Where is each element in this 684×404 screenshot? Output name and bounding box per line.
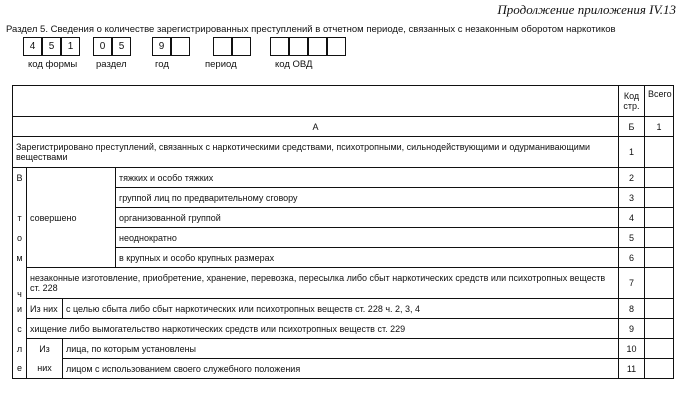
period-box[interactable] bbox=[213, 37, 232, 56]
form-code-label: код формы bbox=[28, 59, 78, 70]
total-cell[interactable] bbox=[645, 188, 674, 208]
row-code: 10 bbox=[619, 339, 645, 359]
row-code: 7 bbox=[619, 268, 645, 299]
section-box[interactable]: 5 bbox=[112, 37, 131, 56]
year-label: год bbox=[155, 59, 169, 70]
table-row bbox=[13, 319, 674, 339]
table-row bbox=[13, 137, 674, 168]
row-code: 4 bbox=[619, 208, 645, 228]
row-code: 2 bbox=[619, 168, 645, 188]
ovd-code-box[interactable] bbox=[308, 37, 327, 56]
row-code: 9 bbox=[619, 319, 645, 339]
vertical-letter: т bbox=[13, 208, 27, 228]
subheader-1: 1 bbox=[645, 117, 674, 137]
section-label: раздел bbox=[96, 59, 127, 70]
ovd-code-label: код ОВД bbox=[275, 59, 313, 70]
row-text: организованной группой bbox=[116, 208, 619, 228]
table-header-row bbox=[13, 86, 674, 117]
total-cell[interactable] bbox=[645, 339, 674, 359]
total-cell[interactable] bbox=[645, 228, 674, 248]
vertical-letter: е bbox=[13, 359, 27, 379]
row-code: 5 bbox=[619, 228, 645, 248]
vertical-letter: м bbox=[13, 248, 27, 268]
row-code: 3 bbox=[619, 188, 645, 208]
row-code: 11 bbox=[619, 359, 645, 379]
table-row bbox=[13, 299, 674, 319]
row-text: хищение либо вымогательство наркотических средств или психотропных веществ ст. 229 bbox=[27, 319, 619, 339]
appendix-label: Продолжение приложения IV.13 bbox=[497, 2, 676, 17]
period-label: период bbox=[205, 59, 237, 70]
ovd-code-box[interactable] bbox=[270, 37, 289, 56]
total-cell[interactable] bbox=[645, 268, 674, 299]
iz-nikh-label: Из них bbox=[27, 299, 63, 319]
committed-label: совершено bbox=[27, 168, 116, 268]
row-text: незаконные изготовление, приобретение, хранение, перевозка, пересылка либо сбыт наркотических средств или психотропных веществ ст. 228 bbox=[27, 268, 619, 299]
table-row bbox=[13, 359, 674, 379]
row-code: 8 bbox=[619, 299, 645, 319]
year-box[interactable] bbox=[171, 37, 190, 56]
subheader-b: Б bbox=[619, 117, 645, 137]
period-box[interactable] bbox=[232, 37, 251, 56]
section-box[interactable]: 0 bbox=[93, 37, 112, 56]
vertical-letter-blank bbox=[13, 188, 27, 208]
row-text: неоднократно bbox=[116, 228, 619, 248]
iz-label: Из bbox=[27, 339, 63, 359]
row-code: 1 bbox=[619, 137, 645, 168]
crime-statistics-table bbox=[12, 85, 674, 379]
section-title: Раздел 5. Сведения о количестве зарегистрированных преступлений в отчетном периоде, связанных с незаконным оборотом наркотиков bbox=[6, 24, 616, 35]
total-cell[interactable] bbox=[645, 299, 674, 319]
header-blank bbox=[13, 86, 619, 117]
vertical-letter: и bbox=[13, 299, 27, 319]
total-header: Всего bbox=[645, 86, 674, 117]
table-row bbox=[13, 168, 674, 188]
row-text: группой лиц по предварительному сговору bbox=[116, 188, 619, 208]
vertical-letter: В bbox=[13, 168, 27, 188]
nikh-label: них bbox=[27, 359, 63, 379]
total-cell[interactable] bbox=[645, 319, 674, 339]
table-row bbox=[13, 268, 674, 299]
ovd-code-box[interactable] bbox=[327, 37, 346, 56]
total-cell[interactable] bbox=[645, 359, 674, 379]
vertical-letter: с bbox=[13, 319, 27, 339]
vertical-letter: о bbox=[13, 228, 27, 248]
form-code-box[interactable]: 4 bbox=[23, 37, 42, 56]
ovd-code-box[interactable] bbox=[289, 37, 308, 56]
table-subheader-row bbox=[13, 117, 674, 137]
row-text: с целью сбыта либо сбыт наркотических или психотропных веществ ст. 228 ч. 2, 3, 4 bbox=[63, 299, 619, 319]
row-text: в крупных и особо крупных размерах bbox=[116, 248, 619, 268]
row-text: лица, по которым установлены bbox=[63, 339, 619, 359]
row-code: 6 bbox=[619, 248, 645, 268]
subheader-a: А bbox=[13, 117, 619, 137]
row-text: тяжких и особо тяжких bbox=[116, 168, 619, 188]
form-code-box[interactable]: 5 bbox=[42, 37, 61, 56]
total-cell[interactable] bbox=[645, 168, 674, 188]
year-box[interactable]: 9 bbox=[152, 37, 171, 56]
total-cell[interactable] bbox=[645, 248, 674, 268]
table-row bbox=[13, 339, 674, 359]
row-text: Зарегистрировано преступлений, связанных с наркотическими средствами, психотропными, сильнодействующими и одурманивающими веществами bbox=[13, 137, 619, 168]
row-text: лицом с использованием своего служебного положения bbox=[63, 359, 619, 379]
vertical-letter: л bbox=[13, 339, 27, 359]
total-cell[interactable] bbox=[645, 208, 674, 228]
total-cell[interactable] bbox=[645, 137, 674, 168]
form-code-box[interactable]: 1 bbox=[61, 37, 80, 56]
code-header: Код стр. bbox=[619, 86, 645, 117]
vertical-letter: ч bbox=[13, 268, 27, 299]
